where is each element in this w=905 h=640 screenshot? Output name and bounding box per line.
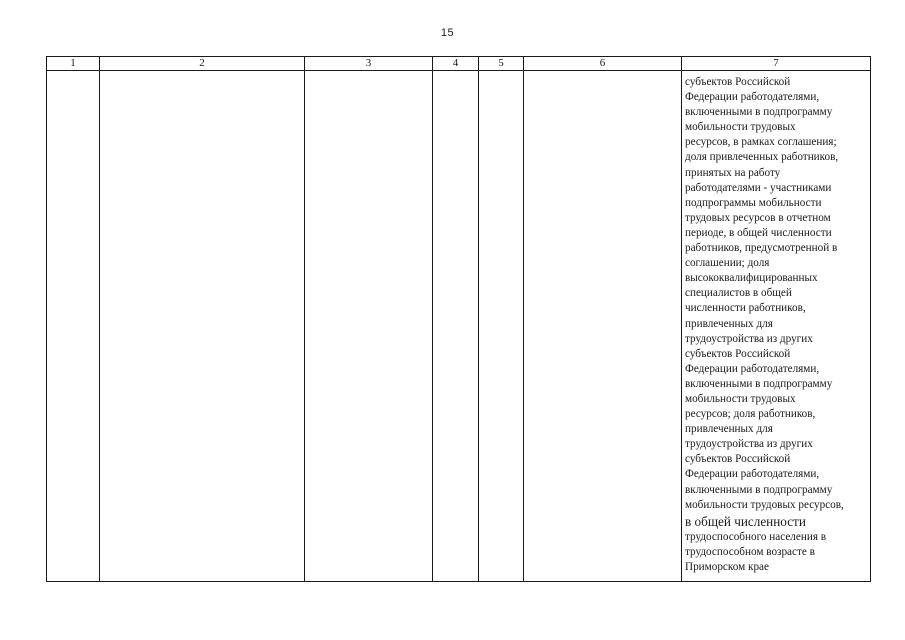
text-line: численности работников, xyxy=(685,302,806,315)
column-header-7: 7 xyxy=(682,57,871,71)
cell-col-6 xyxy=(524,71,682,582)
text-line: работников, предусмотренной в xyxy=(685,242,838,255)
text-line: специалистов в общей xyxy=(685,287,792,300)
column-header-1: 1 xyxy=(47,57,100,71)
text-line: мобильности трудовых ресурсов, xyxy=(685,498,844,511)
column-header-4: 4 xyxy=(433,57,479,71)
cell-col-5 xyxy=(479,71,524,582)
text-line: работодателями - участниками xyxy=(685,181,832,194)
text-line: включенными в подпрограмму xyxy=(685,483,833,496)
table-row xyxy=(47,71,871,582)
text-line: Федерации работодателями, xyxy=(685,362,820,375)
text-line: мобильности трудовых xyxy=(685,121,796,134)
text-line: подпрограммы мобильности xyxy=(685,196,822,209)
text-line: Федерации работодателями, xyxy=(685,468,820,481)
text-line: привлеченных для xyxy=(685,317,773,330)
column-header-5: 5 xyxy=(479,57,524,71)
column-header-3: 3 xyxy=(305,57,433,71)
text-line: принятых на работу xyxy=(685,166,781,179)
text-line: включенными в подпрограмму xyxy=(685,377,833,390)
text-line: включенными в подпрограмму xyxy=(685,106,833,119)
text-line: мобильности трудовых xyxy=(685,392,796,405)
text-line: Федерации работодателями, xyxy=(685,91,820,104)
cell-col-1 xyxy=(47,71,100,582)
cell-col-3 xyxy=(305,71,433,582)
cell-col-4 xyxy=(433,71,479,582)
text-line: трудоспособном возрасте в xyxy=(685,545,815,558)
cell-col-2 xyxy=(100,71,305,582)
text-line: трудоустройства из других xyxy=(685,332,813,345)
column-header-2: 2 xyxy=(100,57,305,71)
text-line: субъектов Российской xyxy=(685,347,791,360)
text-line: трудовых ресурсов в отчетном xyxy=(685,211,831,224)
text-line: в общей численности xyxy=(685,513,806,529)
text-line: привлеченных для xyxy=(685,423,773,436)
text-line: трудоспособного населения в xyxy=(685,530,827,543)
text-line: субъектов Российской xyxy=(685,453,791,466)
text-line: периоде, в общей численности xyxy=(685,226,832,239)
text-line: субъектов Российской xyxy=(685,76,791,88)
text-line: доля привлеченных работников, xyxy=(685,151,839,164)
text-line: ресурсов; доля работников, xyxy=(685,408,816,421)
page-number: 15 xyxy=(440,27,455,39)
text-line: высококвалифицированных xyxy=(685,272,818,285)
text-line: Приморском крае xyxy=(685,560,769,573)
table-header-row xyxy=(47,57,871,71)
text-line: трудоустройства из других xyxy=(685,438,813,451)
document-table xyxy=(46,56,871,582)
cell-col-7 xyxy=(682,71,871,582)
text-line: соглашении; доля xyxy=(685,257,770,270)
column-header-6: 6 xyxy=(524,57,682,71)
text-line: ресурсов, в рамках соглашения; xyxy=(685,136,837,149)
